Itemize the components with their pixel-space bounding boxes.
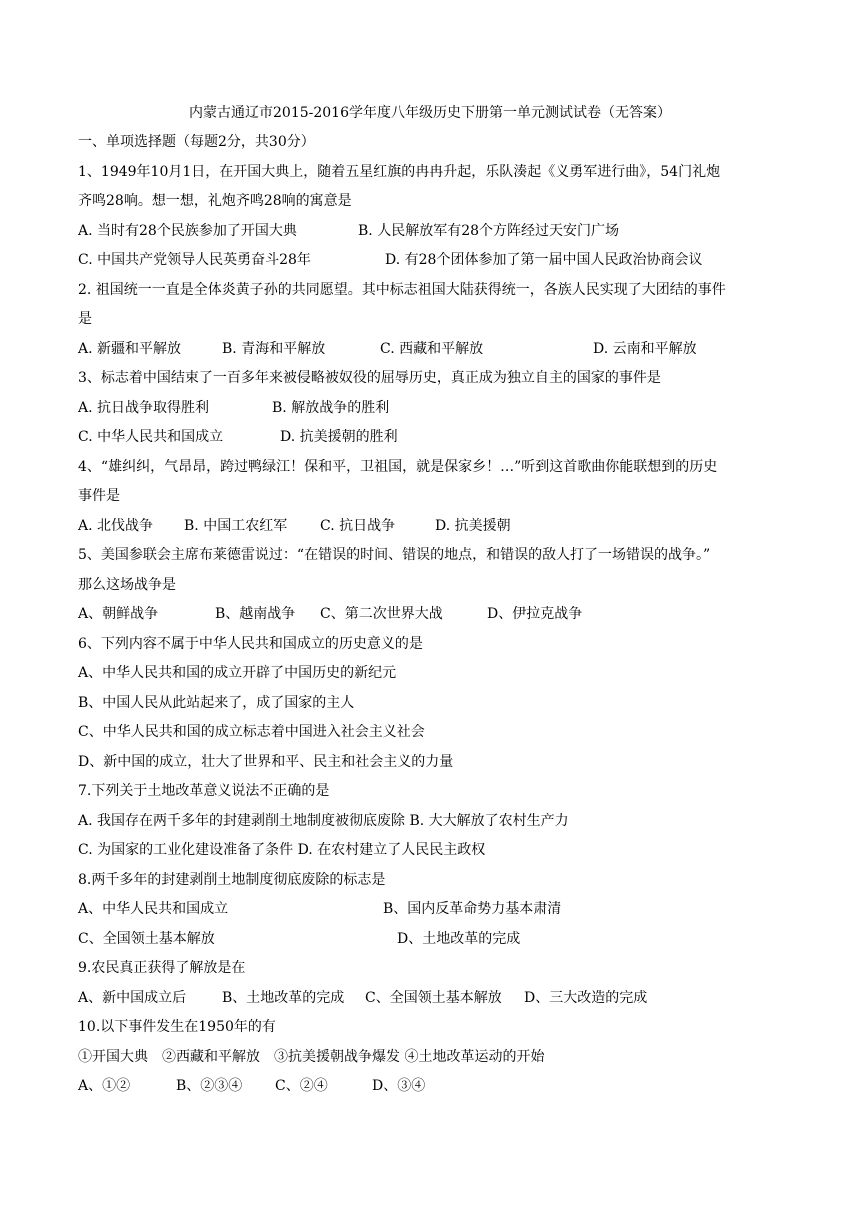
- question-3-option-b: B. 解放战争的胜利: [272, 400, 390, 416]
- question-4-option-d: D. 抗美援朝: [435, 518, 511, 534]
- question-8-option-d: D、土地改革的完成: [397, 931, 521, 947]
- question-4-stem-line-2: 事件是: [78, 488, 120, 504]
- question-8-option-c: C、全国领土基本解放: [78, 931, 215, 947]
- question-5-stem-line-1: 5、美国参联会主席布莱德雷说过：“在错误的时间、错误的地点，和错误的敌人打了一场错误的战争。”: [78, 547, 711, 563]
- question-3-stem: 3、标志着中国结束了一百多年来被侵略被奴役的屈辱历史，真正成为独立自主的国家的事件是: [78, 370, 661, 386]
- question-6-option-a: A、中华人民共和国的成立开辟了中国历史的新纪元: [78, 665, 397, 681]
- question-2-option-c: C. 西藏和平解放: [380, 341, 484, 357]
- question-5-option-b: B、越南战争: [215, 606, 296, 622]
- document-title: 内蒙古通辽市2015-2016学年度八年级历史下册第一单元测试试卷（无答案）: [189, 105, 671, 121]
- question-4-option-c: C. 抗日战争: [320, 518, 396, 534]
- question-9-option-a: A、新中国成立后: [78, 990, 187, 1006]
- question-2-stem-line-1: 2. 祖国统一一直是全体炎黄子孙的共同愿望。其中标志祖国大陆获得统一，各族人民实现了大团结的事件: [78, 282, 726, 298]
- question-2-stem-line-2: 是: [78, 311, 92, 327]
- question-3-option-a: A. 抗日战争取得胜利: [78, 400, 210, 416]
- question-9-option-d: D、三大改造的完成: [524, 990, 648, 1006]
- question-10-option-a: A、①②: [78, 1078, 131, 1094]
- question-7-stem: 7.下列关于土地改革意义说法不正确的是: [78, 783, 330, 799]
- question-4-stem-line-1: 4、“雄纠纠，气昂昂，跨过鸭绿江！保和平，卫祖国，就是保家乡！…”听到这首歌曲你能联想到的历史: [78, 459, 718, 475]
- question-2-option-b: B. 青海和平解放: [222, 341, 326, 357]
- question-9-stem: 9.农民真正获得了解放是在: [78, 960, 246, 976]
- question-10-option-d: D、③④: [372, 1078, 426, 1094]
- question-6-stem: 6、下列内容不属于中华人民共和国成立的历史意义的是: [78, 636, 423, 652]
- question-7-options-cd: C. 为国家的工业化建设准备了条件 D. 在农村建立了人民民主政权: [78, 842, 486, 858]
- question-5-option-c: C、第二次世界大战: [320, 606, 443, 622]
- question-4-option-b: B. 中国工农红军: [184, 518, 288, 534]
- question-5-option-d: D、伊拉克战争: [487, 606, 583, 622]
- question-6-option-d: D、新中国的成立，壮大了世界和平、民主和社会主义的力量: [78, 754, 454, 770]
- section-heading: 一、单项选择题（每题2分，共30分）: [78, 134, 315, 150]
- question-5-stem-line-2: 那么这场战争是: [78, 577, 176, 593]
- question-8-option-b: B、国内反革命势力基本肃清: [383, 901, 562, 917]
- question-1-stem-line-2: 齐鸣28响。想一想，礼炮齐鸣28响的寓意是: [78, 193, 352, 209]
- question-2-option-a: A. 新疆和平解放: [78, 341, 182, 357]
- question-10-option-c: C、②④: [275, 1078, 328, 1094]
- question-7-options-ab: A. 我国存在两千多年的封建剥削土地制度被彻底废除 B. 大大解放了农村生产力: [78, 813, 569, 829]
- question-1-option-a: A. 当时有28个民族参加了开国大典: [78, 223, 297, 239]
- question-9-option-c: C、全国领土基本解放: [365, 990, 502, 1006]
- question-2-option-d: D. 云南和平解放: [593, 341, 697, 357]
- question-3-option-c: C. 中华人民共和国成立: [78, 429, 224, 445]
- question-9-option-b: B、土地改革的完成: [222, 990, 345, 1006]
- question-6-option-c: C、中华人民共和国的成立标志着中国进入社会主义社会: [78, 724, 425, 740]
- question-1-option-b: B. 人民解放军有28个方阵经过天安门广场: [358, 223, 620, 239]
- question-5-option-a: A、朝鲜战争: [78, 606, 159, 622]
- question-10-items: ①开国大典 ②西藏和平解放 ③抗美援朝战争爆发 ④土地改革运动的开始: [78, 1049, 545, 1065]
- question-8-stem: 8.两千多年的封建剥削土地制度彻底废除的标志是: [78, 872, 386, 888]
- question-10-stem: 10.以下事件发生在1950年的有: [78, 1019, 276, 1035]
- question-1-stem-line-1: 1、1949年10月1日，在开国大典上，随着五星红旗的冉冉升起，乐队湊起《义勇军进行曲》，54门礼炮: [78, 164, 721, 180]
- question-4-option-a: A. 北伐战争: [78, 518, 154, 534]
- question-1-option-c: C. 中国共产党领导人民英勇奋斗28年: [78, 252, 311, 268]
- question-8-option-a: A、中华人民共和国成立: [78, 901, 229, 917]
- question-6-option-b: B、中国人民从此站起来了，成了国家的主人: [78, 695, 355, 711]
- question-3-option-d: D. 抗美援朝的胜利: [280, 429, 398, 445]
- question-1-option-d: D. 有28个团体参加了第一届中国人民政治协商会议: [385, 252, 703, 268]
- question-10-option-b: B、②③④: [176, 1078, 243, 1094]
